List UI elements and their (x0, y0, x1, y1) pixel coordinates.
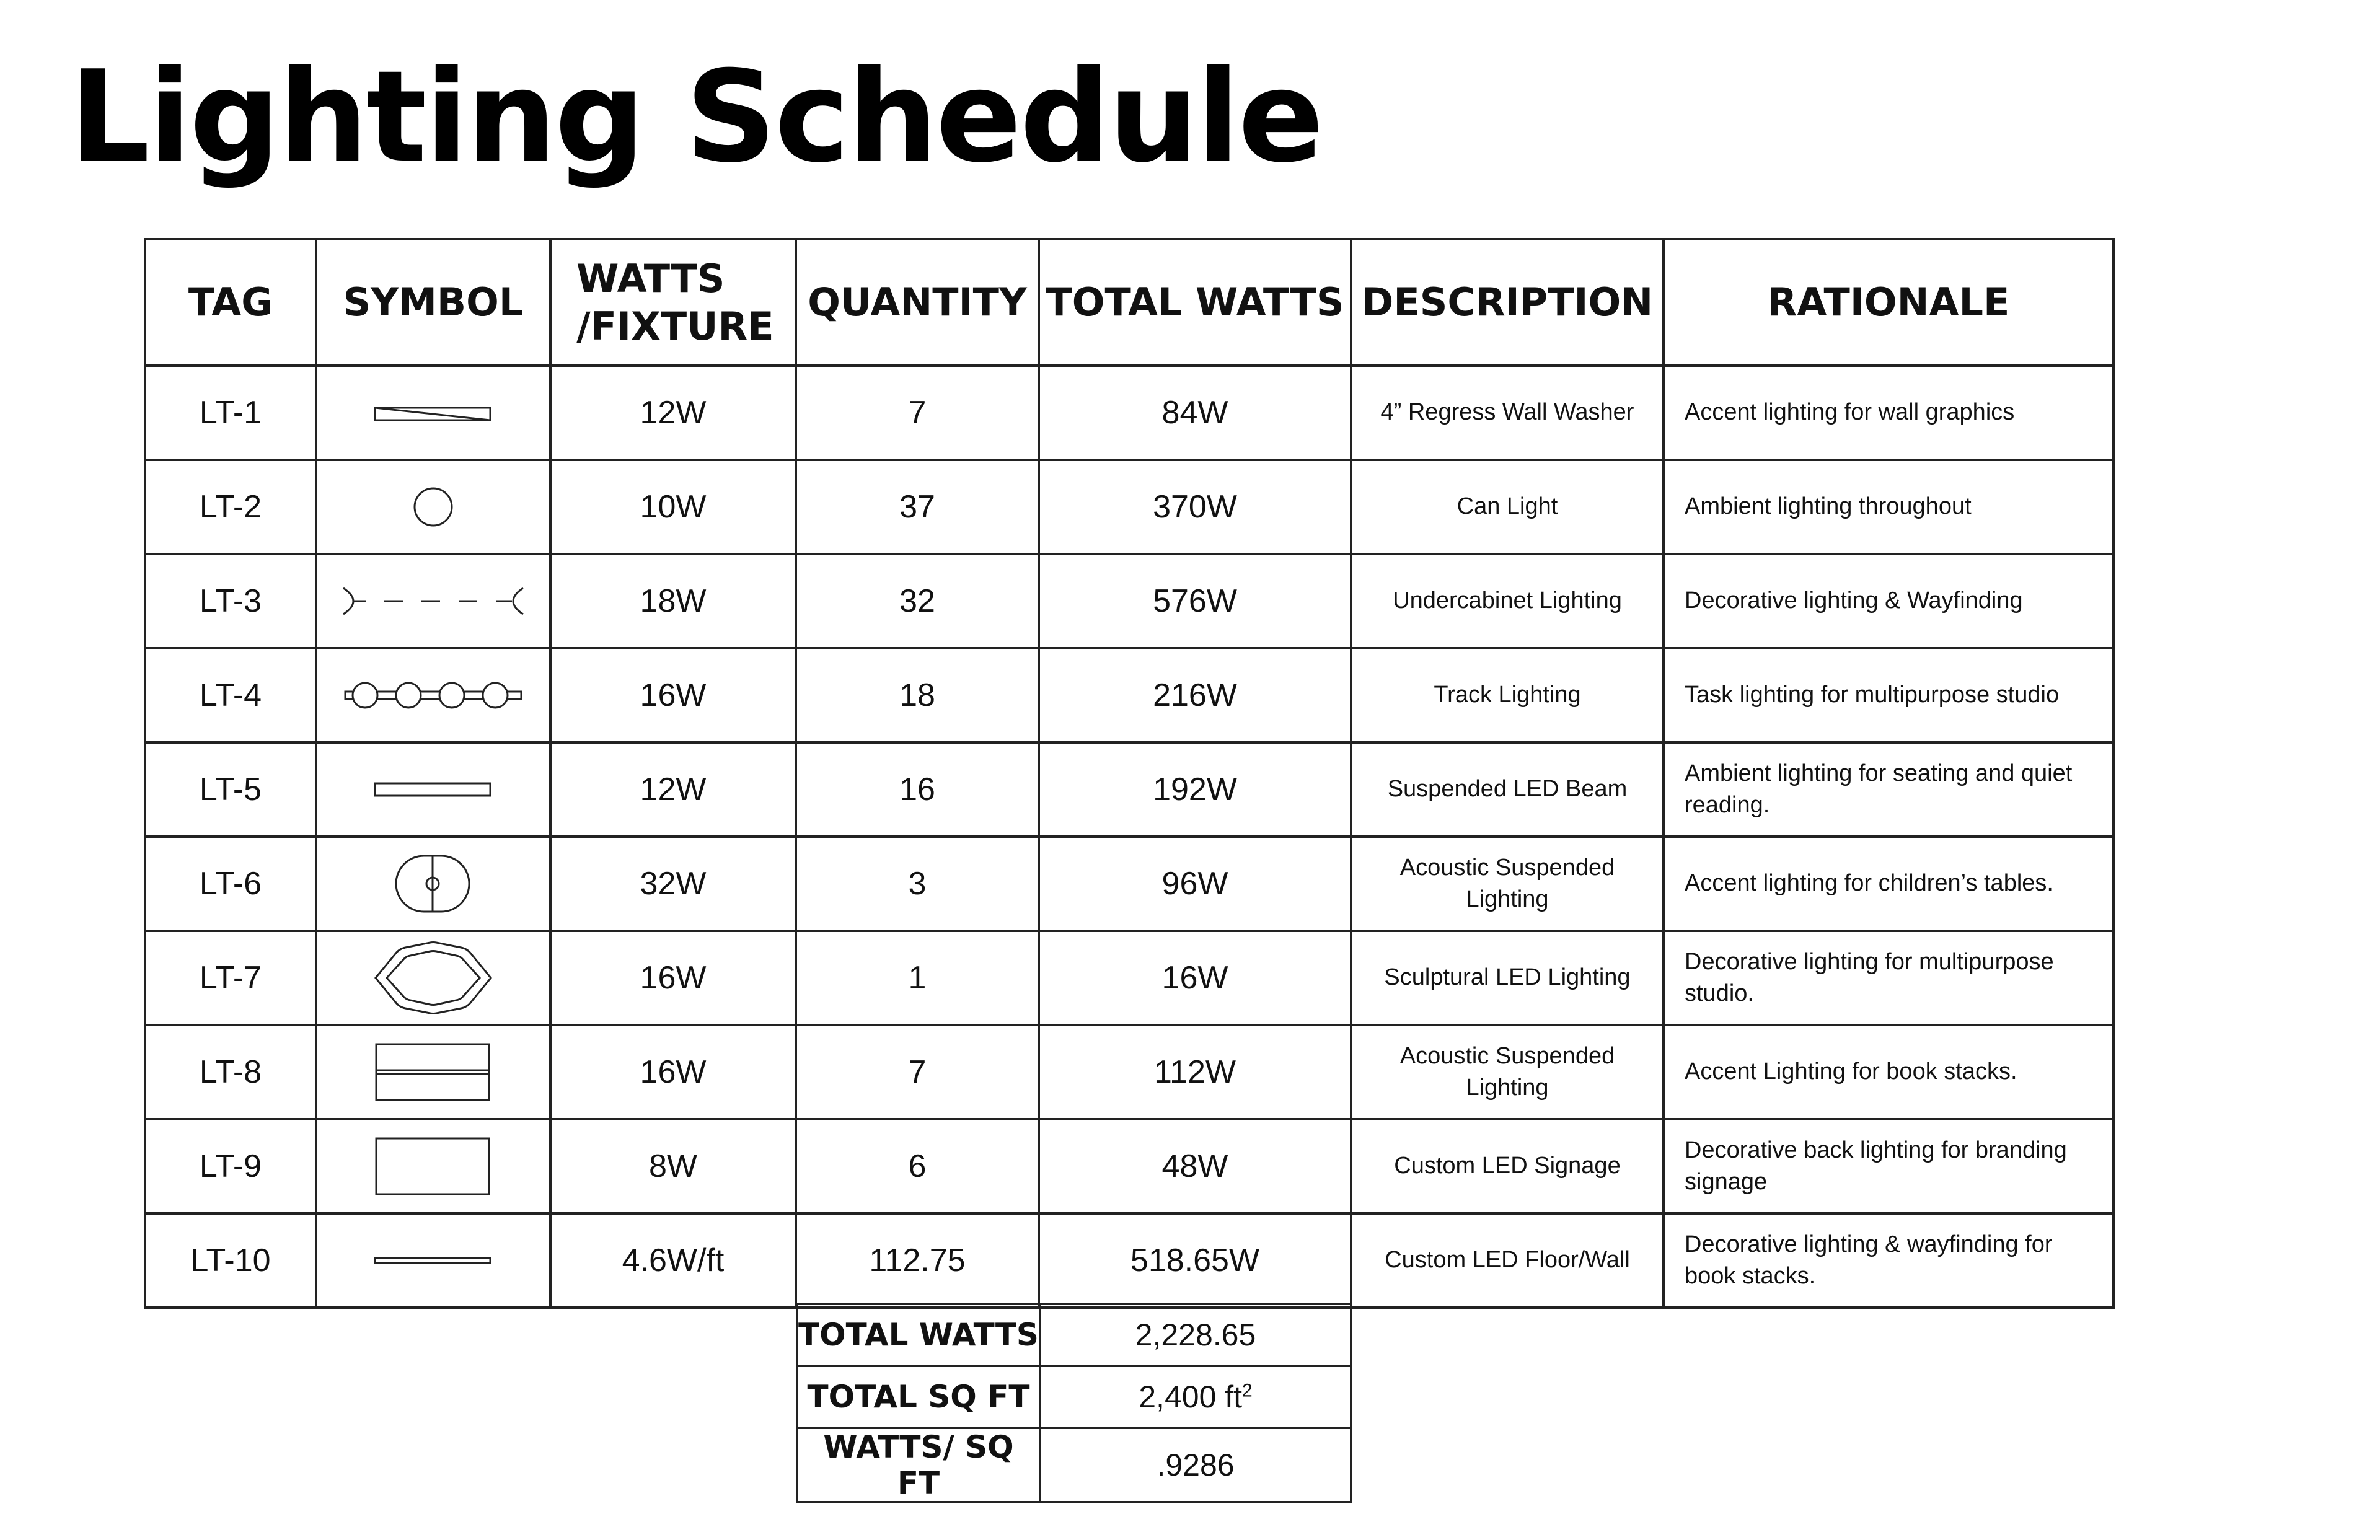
symbol-cell (316, 366, 550, 460)
total-watts-cell: 112W (1039, 1025, 1351, 1119)
tag-cell: LT-7 (145, 931, 316, 1025)
description-cell: Acoustic Suspended Lighting (1351, 837, 1664, 931)
symbol-cell (316, 648, 550, 742)
total-sqft-cell (1040, 1366, 1351, 1428)
total-watts-cell: 518.65W (1039, 1213, 1351, 1308)
quantity-cell: 3 (796, 837, 1039, 931)
symbol-cell (316, 1213, 550, 1308)
header-watts-per-fixture (550, 239, 796, 366)
rationale-cell: Task lighting for multipurpose studio (1664, 648, 2113, 742)
table-row (145, 1213, 2113, 1308)
led-strip-symbol-icon (371, 1251, 495, 1270)
watts-cell: 12W (550, 742, 796, 837)
total-sqft-superscript: 2 (1242, 1380, 1253, 1401)
description-cell: Custom LED Signage (1351, 1119, 1664, 1213)
watts-cell: 16W (550, 648, 796, 742)
table-row (145, 554, 2113, 648)
header-description: DESCRIPTION (1351, 239, 1664, 366)
description-cell: Undercabinet Lighting (1351, 554, 1664, 648)
rationale-cell: Decorative back lighting for branding signage (1664, 1119, 2113, 1213)
description-cell: Sculptural LED Lighting (1351, 931, 1664, 1025)
watts-cell: 8W (550, 1119, 796, 1213)
description-cell: 4” Regress Wall Washer (1351, 366, 1664, 460)
watts-cell: 12W (550, 366, 796, 460)
rationale-cell: Accent lighting for wall graphics (1664, 366, 2113, 460)
watts-cell: 32W (550, 837, 796, 931)
table-row (145, 931, 2113, 1025)
tag-cell: LT-8 (145, 1025, 316, 1119)
undercabinet-symbol-icon (337, 579, 529, 623)
rationale-cell: Decorative lighting for multipurpose studio. (1664, 931, 2113, 1025)
total-watts-cell: 16W (1039, 931, 1351, 1025)
signage-symbol-icon (371, 1132, 495, 1200)
quantity-cell: 112.75 (796, 1213, 1039, 1308)
rationale-cell: Accent lighting for children’s tables. (1664, 837, 2113, 931)
description-cell: Suspended LED Beam (1351, 742, 1664, 837)
totals-row (797, 1428, 1351, 1502)
tag-cell: LT-5 (145, 742, 316, 837)
totals-row (797, 1366, 1351, 1428)
watts-cell: 18W (550, 554, 796, 648)
acoustic-pendant-symbol-icon (390, 850, 477, 918)
acoustic-panel-symbol-icon (371, 1038, 495, 1106)
watts-cell: 16W (550, 1025, 796, 1119)
symbol-cell (316, 931, 550, 1025)
total-watts-cell: 192W (1039, 742, 1351, 837)
quantity-cell: 7 (796, 1025, 1039, 1119)
led-beam-symbol-icon (371, 777, 495, 802)
description-cell: Custom LED Floor/Wall (1351, 1213, 1664, 1308)
watts-cell: 16W (550, 931, 796, 1025)
total-watts-label: TOTAL WATTS (797, 1304, 1040, 1366)
page-title: Lighting Schedule (69, 44, 1322, 191)
total-sqft-value: 2,400 ft (1139, 1379, 1243, 1414)
watts-cell: 4.6W/ft (550, 1213, 796, 1308)
symbol-cell (316, 460, 550, 554)
total-watts-cell: 216W (1039, 648, 1351, 742)
symbol-cell (316, 1119, 550, 1213)
total-watts-value: 2,228.65 (1040, 1304, 1351, 1366)
rationale-cell: Decorative lighting & Wayfinding (1664, 554, 2113, 648)
description-cell: Acoustic Suspended Lighting (1351, 1025, 1664, 1119)
tag-cell: LT-6 (145, 837, 316, 931)
quantity-cell: 1 (796, 931, 1039, 1025)
header-row (145, 239, 2113, 366)
header-tag: TAG (145, 239, 316, 366)
wall-washer-symbol-icon (371, 400, 495, 425)
table-row (145, 366, 2113, 460)
total-watts-cell: 576W (1039, 554, 1351, 648)
total-watts-cell: 48W (1039, 1119, 1351, 1213)
tag-cell: LT-9 (145, 1119, 316, 1213)
rationale-cell: Decorative lighting & wayfinding for book stacks. (1664, 1213, 2113, 1308)
quantity-cell: 16 (796, 742, 1039, 837)
symbol-cell (316, 554, 550, 648)
tag-cell: LT-10 (145, 1213, 316, 1308)
watts-per-sqft-label: WATTS/ SQ FT (797, 1428, 1040, 1502)
description-cell: Can Light (1351, 460, 1664, 554)
total-watts-cell: 96W (1039, 837, 1351, 931)
lighting-schedule-table (144, 238, 2115, 1309)
quantity-cell: 37 (796, 460, 1039, 554)
rationale-cell: Ambient lighting for seating and quiet reading. (1664, 742, 2113, 837)
table-row (145, 1025, 2113, 1119)
tag-cell: LT-2 (145, 460, 316, 554)
header-total-watts: TOTAL WATTS (1039, 239, 1351, 366)
tag-cell: LT-1 (145, 366, 316, 460)
symbol-cell (316, 742, 550, 837)
rationale-cell: Accent Lighting for book stacks. (1664, 1025, 2113, 1119)
table-row (145, 1119, 2113, 1213)
symbol-cell (316, 1025, 550, 1119)
quantity-cell: 7 (796, 366, 1039, 460)
quantity-cell: 32 (796, 554, 1039, 648)
watts-cell: 10W (550, 460, 796, 554)
header-quantity: QUANTITY (796, 239, 1039, 366)
totals-table (796, 1303, 1352, 1503)
rationale-cell: Ambient lighting throughout (1664, 460, 2113, 554)
tag-cell: LT-4 (145, 648, 316, 742)
quantity-cell: 6 (796, 1119, 1039, 1213)
table-row (145, 837, 2113, 931)
watts-per-sqft-value: .9286 (1040, 1428, 1351, 1502)
header-symbol: SYMBOL (316, 239, 550, 366)
table-row (145, 460, 2113, 554)
table-row (145, 742, 2113, 837)
totals-row (797, 1304, 1351, 1366)
sculptural-led-symbol-icon (368, 938, 498, 1018)
quantity-cell: 18 (796, 648, 1039, 742)
tag-cell: LT-3 (145, 554, 316, 648)
table-row (145, 648, 2113, 742)
total-sqft-label: TOTAL SQ FT (797, 1366, 1040, 1428)
description-cell: Track Lighting (1351, 648, 1664, 742)
can-light-symbol-icon (408, 482, 458, 532)
header-watts-line2: /FIXTURE (576, 304, 774, 349)
total-watts-cell: 84W (1039, 366, 1351, 460)
header-watts-line1: WATTS (576, 255, 725, 301)
total-watts-cell: 370W (1039, 460, 1351, 554)
track-lighting-symbol-icon (340, 677, 526, 714)
header-rationale: RATIONALE (1664, 239, 2113, 366)
symbol-cell (316, 837, 550, 931)
